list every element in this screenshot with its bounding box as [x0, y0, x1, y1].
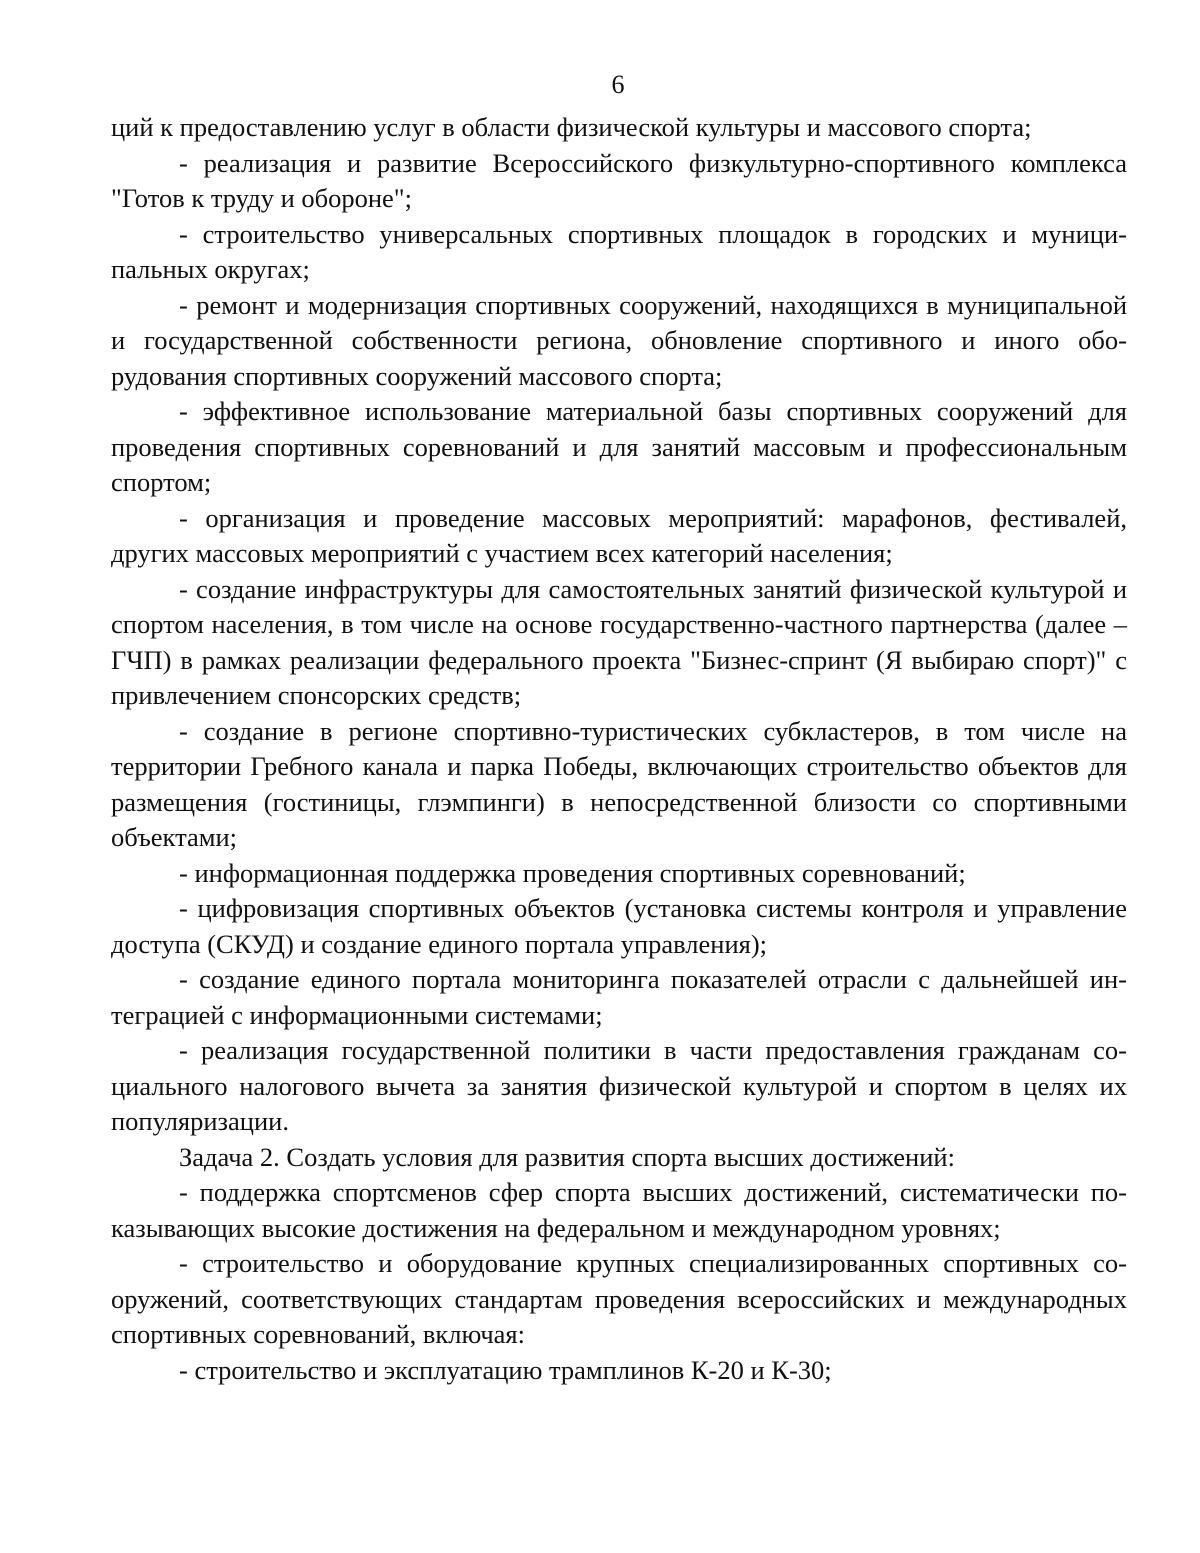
paragraph-mass-events: - организация и проведение массовых мероприятий: марафонов, фестивалей, других массовых мероприятий с участием всех категорий населения;	[111, 502, 1127, 568]
paragraph-material-base: - эффективное использование материальной базы спортивных сооружений для проведения спортивных соревнований и для занятий массовым и профессиональным спортом;	[111, 396, 1127, 497]
paragraph-continuation: ций к предоставлению услуг в области физической культуры и массового спорта;	[111, 112, 1032, 142]
paragraph-infrastructure: - создание инфраструктуры для самостоятельных занятий физической культурой и спортом населения, в том числе на основе государственно-частного партнерства (далее – ГЧП) в рамках реализации федерального проекта "Бизнес-спринт (Я выбираю спорт)" с привлечением спонсорских средств;	[111, 573, 1127, 710]
paragraph-specialized-facilities: - строительство и оборудование крупных специализированных спортивных сооружений, соответствующих стандартам проведения всероссийских и международных спортивных соревнований, включая:	[111, 1248, 1127, 1349]
paragraph-ski-jumps: - строительство и эксплуатацию трамплинов К-20 и К-30;	[179, 1354, 832, 1385]
paragraph-monitoring-portal: - создание единого портала мониторинга показателей отрасли с дальнейшей интеграцией с информационными системами;	[111, 964, 1127, 1030]
paragraph-repair-modernization: - ремонт и модернизация спортивных сооружений, находящихся в муниципальной и государственной собственности региона, обновление спортивного и иного оборудования спортивных сооружений массового спорта;	[111, 289, 1127, 391]
paragraph-info-support: - информационная поддержка проведения спортивных соревнований;	[179, 857, 966, 888]
paragraph-athlete-support: - поддержка спортсменов сфер спорта высших достижений, систематически показывающих высокие достижения на федеральном и международном уровнях;	[111, 1177, 1127, 1243]
paragraph-task-2-heading: Задача 2. Создать условия для развития спорта высших достижений:	[179, 1141, 955, 1172]
paragraph-gto-complex: - реализация и развитие Всероссийского физкультурно-спортивного комплекса "Готов к труду и обороне";	[111, 147, 1127, 213]
paragraph-tax-deduction: - реализация государственной политики в части предоставления гражданам социального налогового вычета за занятия физической культурой и спортом в целях их популяризации.	[111, 1035, 1127, 1136]
body-text	[111, 110, 1127, 1388]
paragraph-digitalization: - цифровизация спортивных объектов (установка системы контроля и управление доступа (СКУД) и создание единого портала управления);	[111, 893, 1127, 959]
paragraph-subclusters: - создание в регионе спортивно-туристических субкластеров, в том числе на территории Гребного канала и парка Победы, включающих строительство объектов для размещения (гостиницы, глэмпинги) в непосредственной близости со спортивными объектами;	[111, 715, 1127, 852]
page-number: 6	[611, 70, 625, 99]
paragraph-sports-grounds: - строительство универсальных спортивных площадок в городских и муниципальных округах;	[111, 218, 1127, 284]
